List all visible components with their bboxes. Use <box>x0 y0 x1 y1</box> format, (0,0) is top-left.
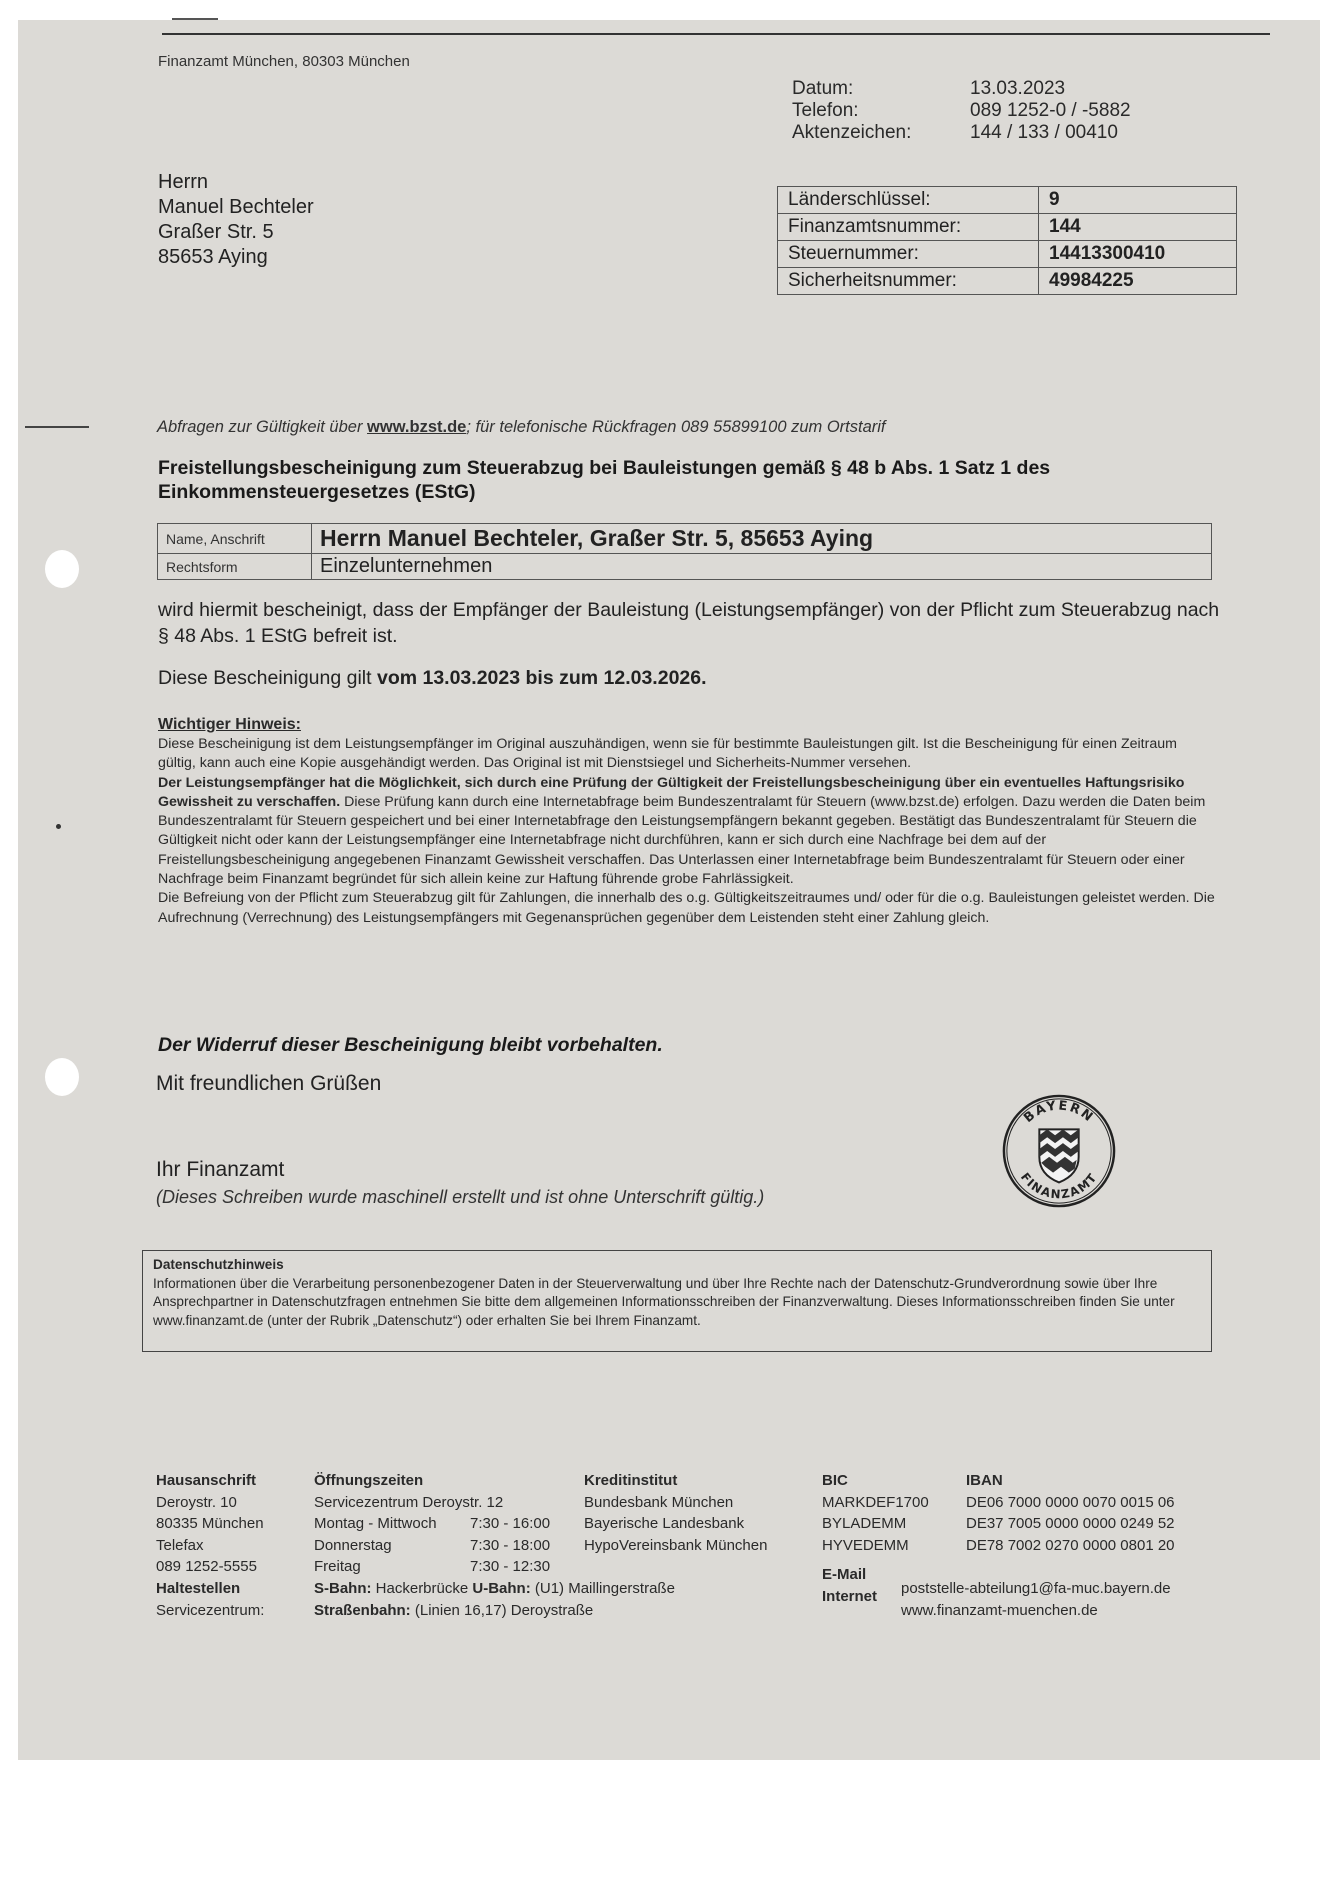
office-number-value: 144 <box>1039 214 1237 241</box>
table-row <box>158 554 1212 580</box>
table-row <box>778 214 1237 241</box>
website[interactable]: www.finanzamt-muenchen.de <box>901 1601 1098 1619</box>
certify-text: wird hiermit bescheinigt, dass der Empfänger der Bauleistung (Leistungsempfänger) von der Pflicht zum Steuerabzug nach § 48 Abs. 1 EStG befreit ist. <box>158 599 1220 647</box>
security-number-value: 49984225 <box>1039 268 1237 295</box>
security-number-label: Sicherheitsnummer: <box>778 268 1039 295</box>
hint-paragraph-3: Die Befreiung von der Pflicht zum Steuerabzug gilt für Zahlungen, die innerhalb des o.g. Gültigkeitszeitraumes und/ oder für die o.g. Bauleistungen geleistet werden. Die Aufrechnung (Verrechnung) des Leistungsempfängers mit Gegenansprüchen gegenüber dem Leistenden steht einer Zahlung gleich. <box>158 890 1215 926</box>
transit-rail <box>314 1578 675 1600</box>
top-mark <box>172 18 218 20</box>
revocation-note: Der Widerruf dieser Bescheinigung bleibt vorbehalten. <box>158 1034 663 1056</box>
bic-3: HYVEDEMM <box>822 1536 909 1554</box>
stops-label: Haltestellen <box>156 1579 241 1597</box>
closing: Mit freundlichen Grüßen <box>156 1072 382 1095</box>
validity-line <box>158 667 707 690</box>
bank-2: Bayerische Landesbank <box>584 1515 745 1533</box>
validity-prefix: Diese Bescheinigung gilt <box>158 667 377 689</box>
bic-heading: BIC <box>822 1472 848 1489</box>
seal-top-text: BAYERN <box>1021 1098 1097 1126</box>
tram-stop: (Linien 16,17) Deroystraße <box>414 1601 594 1619</box>
tram-label: Straßenbahn: <box>314 1601 411 1619</box>
hint-paragraph-1: Diese Bescheinigung ist dem Leistungsempfänger im Original auszuhändigen, wenn sie für bestimmte Bauleistungen gilt. Ist die Bescheinigung für einen Zeitraum gültig, kann auch eine Kopie ausgehändigt werden. Das Original ist mit Dienstsiegel und Sicherheits-Nummer versehen. <box>158 736 1177 772</box>
recipient-address <box>158 170 314 270</box>
transit-tram <box>314 1600 675 1622</box>
privacy-text: Informationen über die Verarbeitung personenbezogener Daten in der Steuerverwaltung und über Ihre Rechte nach der Datenschutz-Grundverordnung sowie über Ihre Ansprechpartner in Datenschutzfragen entnehmen Sie bitte dem allgemeinen Informationsschreiben der Finanzverwaltung. Dieses Informationsschreiben finden Sie unter www.finanzamt.de (unter der Rubrik „Datenschutz“) oder erhalten Sie bei Ihrem Finanzamt. <box>153 1275 1175 1328</box>
address-heading: Hausanschrift <box>156 1472 257 1489</box>
tax-number-value: 14413300410 <box>1039 241 1237 268</box>
hint-heading: Wichtiger Hinweis: <box>158 716 301 733</box>
legal-form-value: Einzelunternehmen <box>312 554 1212 580</box>
file-label: Aktenzeichen: <box>792 122 912 143</box>
hours-time: 7:30 - 18:00 <box>470 1536 551 1554</box>
name-label: Name, Anschrift <box>158 524 312 554</box>
ubahn-stop: (U1) Maillingerstraße <box>534 1579 675 1597</box>
seal-bottom-text: FINANZAMT <box>1017 1170 1101 1202</box>
sbahn-label: S-Bahn: <box>314 1579 372 1597</box>
table-row <box>778 241 1237 268</box>
footer-address <box>156 1470 264 1621</box>
hours-time: 7:30 - 12:30 <box>470 1558 551 1576</box>
coat-of-arms-icon <box>1039 1129 1078 1182</box>
address-line2: 80335 München <box>156 1515 264 1533</box>
iban-2: DE37 7005 0000 0000 0249 52 <box>966 1515 1175 1533</box>
sbahn-stop: Hackerbrücke <box>375 1579 469 1597</box>
table-row <box>778 187 1237 214</box>
bzst-link[interactable]: www.bzst.de <box>367 418 467 436</box>
hours-heading: Öffnungszeiten <box>314 1472 424 1489</box>
speck <box>56 824 61 829</box>
tax-number-table <box>777 186 1237 295</box>
table-row <box>778 268 1237 295</box>
name-value: Herrn Manuel Bechteler, Graßer Str. 5, 85653 Aying <box>312 524 1212 554</box>
file-value: 144 / 133 / 00410 <box>970 122 1118 143</box>
phone-label: Telefon: <box>792 100 859 121</box>
official-seal <box>1000 1092 1118 1210</box>
header-rule <box>162 33 1270 35</box>
sender-line: Finanzamt München, 80303 München <box>158 53 410 70</box>
hours-time: 7:30 - 16:00 <box>470 1515 551 1533</box>
validity-range: vom 13.03.2023 bis zum 12.03.2026. <box>376 667 707 689</box>
date-value: 13.03.2023 <box>970 78 1066 99</box>
privacy-heading: Datenschutzhinweis <box>153 1257 284 1272</box>
date-label: Datum: <box>792 78 854 99</box>
recipient-street: Graßer Str. 5 <box>158 221 274 243</box>
privacy-notice <box>142 1250 1212 1352</box>
tax-key-label: Länderschlüssel: <box>778 187 1039 214</box>
footer-contact <box>901 1578 1171 1621</box>
fold-mark <box>25 426 89 428</box>
tax-number-label: Steuernummer: <box>778 241 1039 268</box>
service-label: Servicezentrum: <box>156 1601 265 1619</box>
recipient-salutation: Herrn <box>158 171 209 193</box>
hint-paragraph-2-rest: Diese Prüfung kann durch eine Internetabfrage beim Bundeszentralamt für Steuern (www.bzst.de) erfolgen. Dazu werden die Daten beim Bundeszentralamt für Steuern gespeichert und bei einer Internetabfrage den Leistungsempfängern bekannt gegeben. Bestätigt das Bundeszentralamt für Steuern die Gültigkeit nicht oder kann der Leistungsempfänger eine Internetabfrage nicht durchführen, kann er sich durch eine Nachfrage bei dem auf der Freistellungsbescheinigung angegebenen Finanzamt Gewissheit verschaffen. Das Unterlassen einer Internetabfrage beim Bundeszentralamt für Steuern oder einer Nachfrage beim Finanzamt begründet für sich allein keine zur Haftung führende grobe Fahrlässigkeit. <box>158 793 1206 888</box>
iban-heading: IBAN <box>966 1472 1003 1489</box>
hours-day: Freitag <box>314 1558 361 1576</box>
inquiry-suffix: ; für telefonische Rückfragen 089 55899100 zum Ortstarif <box>466 418 886 436</box>
recipient-city: 85653 Aying <box>158 246 268 268</box>
inquiry-line <box>157 418 886 437</box>
table-row <box>158 524 1212 554</box>
fax-label: Telefax <box>156 1536 204 1554</box>
footer-bank <box>584 1470 767 1556</box>
bank-1: Bundesbank München <box>584 1493 734 1511</box>
punch-hole <box>45 550 79 588</box>
phone-value: 089 1252-0 / -5882 <box>970 100 1131 121</box>
footer-iban <box>966 1470 1175 1556</box>
bic-2: BYLADEMM <box>822 1515 907 1533</box>
address-line1: Deroystr. 10 <box>156 1493 237 1511</box>
office-number-label: Finanzamtsnummer: <box>778 214 1039 241</box>
iban-1: DE06 7000 0000 0070 0015 06 <box>966 1493 1175 1511</box>
hours-day: Montag - Mittwoch <box>314 1515 437 1533</box>
letter-meta <box>792 78 1131 144</box>
recipient-name: Manuel Bechteler <box>158 196 314 218</box>
hours-day: Donnerstag <box>314 1536 392 1554</box>
fax-number: 089 1252-5555 <box>156 1558 257 1576</box>
ubahn-label: U-Bahn: <box>472 1579 531 1597</box>
tax-key-value: 9 <box>1039 187 1237 214</box>
hours-row <box>314 1556 675 1578</box>
important-hint <box>158 715 1218 928</box>
bank-3: HypoVereinsbank München <box>584 1536 768 1554</box>
machine-note: (Dieses Schreiben wurde maschinell erstellt und ist ohne Unterschrift gültig.) <box>156 1187 765 1207</box>
hint-paragraph-2 <box>158 774 1218 890</box>
name-table <box>157 523 1212 580</box>
punch-hole <box>45 1058 79 1096</box>
bic-1: MARKDEF1700 <box>822 1493 929 1511</box>
legal-form-label: Rechtsform <box>158 554 312 580</box>
office-signature: Ihr Finanzamt <box>156 1158 285 1181</box>
hint-paragraph-2-bold: Der Leistungsempfänger hat die Möglichkeit, sich durch eine Prüfung der Gültigkeit der Freistellungsbescheinigung über ein eventuelles Haftungsrisiko Gewissheit zu verschaffen. <box>158 774 1185 810</box>
bank-heading: Kreditinstitut <box>584 1472 678 1489</box>
internet-label: Internet <box>822 1587 878 1605</box>
inquiry-prefix: Abfragen zur Gültigkeit über <box>157 418 368 436</box>
email-label: E-Mail <box>822 1566 867 1584</box>
hours-location: Servicezentrum Deroystr. 12 <box>314 1493 504 1511</box>
iban-3: DE78 7002 0270 0000 0801 20 <box>966 1536 1175 1554</box>
document-title: Freistellungsbescheinigung zum Steuerabzug bei Bauleistungen gemäß § 48 b Abs. 1 Satz 1 des Einkommensteuergesetzes (EStG) <box>158 457 1051 503</box>
email-address[interactable]: poststelle-abteilung1@fa-muc.bayern.de <box>901 1580 1171 1597</box>
